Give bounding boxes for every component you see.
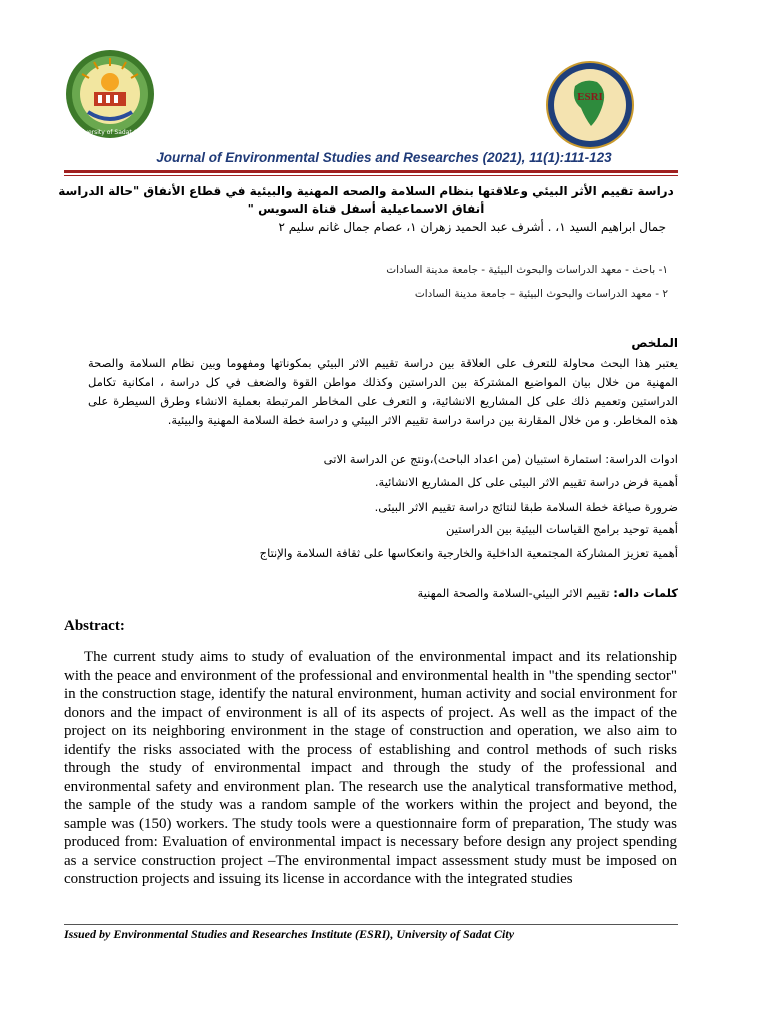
keywords-label: كلمات داله: bbox=[613, 586, 678, 600]
university-of-sadat-city-seal-icon bbox=[64, 48, 156, 140]
abstract-heading: Abstract: bbox=[64, 618, 125, 634]
seal-text-left: University of Sadat City bbox=[74, 129, 146, 136]
list-item: ادوات الدراسة: استمارة استبيان (من اعداد الباحث)،ونتج عن الدراسة الاتى bbox=[323, 452, 678, 466]
list-item: ضرورة صياغة خطة السلامة طبقا لنتائج دراسة تقييم الاثر البيئى. bbox=[374, 500, 678, 514]
list-item: أهمية تعزيز المشاركة المجتمعية الداخلية والخارجية وانعكاسها على ثقافة السلامة والإنتاج bbox=[259, 546, 678, 560]
header-divider bbox=[64, 170, 678, 176]
affiliation-2: ٢ - معهد الدراسات والبحوث البيئية – جامعة مدينة السادات bbox=[414, 288, 668, 300]
seal-text-right: ESRI bbox=[577, 91, 603, 103]
esri-seal-icon bbox=[545, 60, 635, 150]
arabic-title: دراسة تقييم الأثر البيئي وعلاقتها بنظام السلامة والصحه المهنية والبيئية في قطاع الأنفاق "حالة الدراسة أنفاق الاسماعيلية أسفل قناة السويس " bbox=[58, 184, 674, 216]
arabic-abstract-heading: الملخص bbox=[631, 336, 678, 350]
abstract-text: The current study aims to study of evaluation of the environmental impact and its relationship with the peace and environment of the professional and environmental health in "the spending sector" in the construction stage, identify the natural environment, human activity and social environment for donors and the impact of environment is all of its aspects of project. As well as the impact of the project on its neighboring environment in the stage of construction and operation, we also aim to identify the risks associated with the process of establishing and control methods of such risks through the study of environmental impact and through the study of the professional and environmental safety and environment plan. The research use the analytical transformative method, the sample of the study was a random sample of the workers within the project and beyond, the sample was (150) workers. The study tools were a questionnaire form of preparation, The study was produced from: Evaluation of environmental impact is necessary before design any project spending as a service construction project –The environmental impact assessment study must be imposed on construction projects and issuing its license in accordance with the integrated studies bbox=[64, 649, 677, 887]
journal-citation: Journal of Environmental Studies and Researches (2021), 11(1):111-123 bbox=[156, 150, 612, 165]
list-item: أهمية فرض دراسة تقييم الاثر البيئى على كل المشاريع الانشائية. bbox=[374, 475, 678, 489]
affiliation-1: ١- باحث - معهد الدراسات والبحوث البيئية - جامعة مدينة السادات bbox=[386, 264, 668, 276]
keywords-value: تقييم الاثر البيئي-السلامة والصحة المهنية bbox=[417, 586, 610, 600]
arabic-keywords bbox=[418, 586, 678, 600]
footer-divider bbox=[64, 924, 678, 925]
arabic-abstract-paragraph: يعتبر هذا البحث محاولة للتعرف على العلاقة بين دراسة تقييم الاثر البيئي بمكوناتها ومفهوما وبين نظام السلامة والصحة المهنية من خلال بيان المواضيع المشتركة بين الدراستين وكذلك مواطن القوة والضعف في كل دراسة ، امكانية تكامل الدراستين وتعميم ذلك على كل المشاريع الانشائية، و التعرف على المخاطر المرتبطة بعملية الانشاء وطرق السيطرة على هذه المخاطر. و من خلال المقارنة بين دراسة دراسة تقييم الاثر البيئي و دراسة خطة السلامة المهنية والبيئية. bbox=[88, 356, 678, 427]
list-item: أهمية توحيد برامج القياسات البيئية بين الدراستين bbox=[446, 522, 678, 536]
arabic-authors: جمال ابراهيم السيد ١، . أشرف عبد الحميد زهران ١، عصام جمال غانم سليم ٢ bbox=[278, 220, 666, 234]
footer-text: Issued by Environmental Studies and Researches Institute (ESRI), University of Sadat City bbox=[64, 927, 515, 941]
